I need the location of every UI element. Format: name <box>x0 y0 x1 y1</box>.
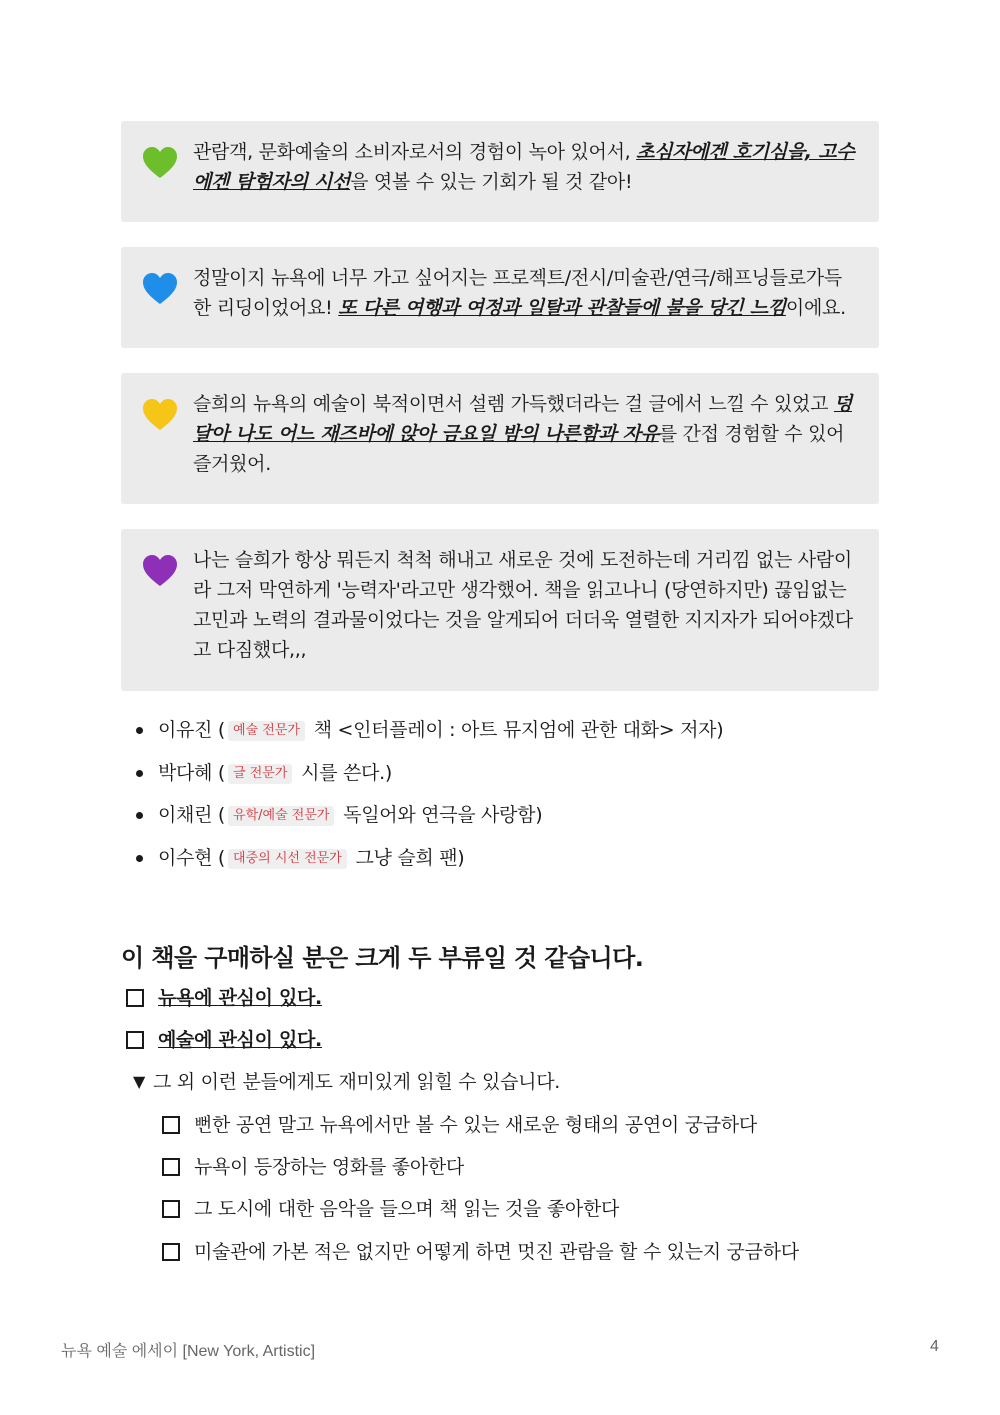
expert-tag: 예술 전문가 <box>228 721 305 741</box>
toggle-block[interactable] <box>133 1067 560 1097</box>
callout-text: 나는 슬희가 항상 뭐든지 척척 해내고 새로운 것에 도전하는데 거리낌 없는 사람이라 그저 막연하게 '능력자'라고만 생각했어. 책을 읽고나니 (당연하지만) 끊임없는 고민과 노력의 결과물이었다는 것을 알게되어 더더욱 열렬한 지지자가 되어야겠다고 다짐했다,,, <box>193 549 853 661</box>
callout-text: 슬희의 뉴욕의 예술이 북적이면서 설렘 가득했더라는 걸 글에서 느낄 수 있었고 <box>193 393 834 415</box>
checkbox[interactable] <box>162 1200 180 1218</box>
callout-text-end: 이에요. <box>785 297 846 319</box>
page-number: 4 <box>930 1338 939 1355</box>
callout-emphasis: 또 다른 여행과 여정과 일탈과 관찰들에 불을 당긴 느낌 <box>338 297 786 319</box>
callout-text: 관람객, 문화예술의 소비자로서의 경험이 녹아 있어서, <box>193 141 637 163</box>
yellow-heart-icon <box>143 399 177 431</box>
section-heading: 이 책을 구매하실 분은 크게 두 부류일 것 같습니다. <box>121 944 644 972</box>
list-item <box>136 713 723 756</box>
todo-item[interactable] <box>162 1152 464 1182</box>
todo-item[interactable] <box>162 1194 619 1224</box>
checkbox[interactable] <box>126 989 144 1007</box>
callout-text-end: 을 엿볼 수 있는 기회가 될 것 같아! <box>350 171 633 193</box>
callout-purple <box>121 529 879 691</box>
bullet-icon <box>136 812 143 819</box>
checkbox[interactable] <box>162 1116 180 1134</box>
person-name: 박다혜 ( <box>158 761 226 784</box>
todo-item[interactable] <box>162 1110 757 1140</box>
callout-text: 정말이지 뉴욕에 너무 가고 싶어지는 프로젝트/전시/미술관/연극/해프닝들로가득한 리딩이었어요! <box>193 267 842 319</box>
expert-tag: 대중의 시선 전문가 <box>228 849 347 869</box>
todo-label: 뉴욕이 등장하는 영화를 좋아한다 <box>194 1156 464 1178</box>
person-desc: 그냥 슬희 팬) <box>355 846 465 869</box>
footer-title: 뉴욕 예술 에세이 [New York, Artistic] <box>61 1343 316 1360</box>
todo-item[interactable] <box>162 1237 799 1267</box>
triangle-down-icon[interactable]: ▼ <box>133 1072 146 1091</box>
list-item <box>136 798 723 841</box>
toggle-label: 그 외 이런 분들에게도 재미있게 읽힐 수 있습니다. <box>153 1071 561 1093</box>
todo-label: 예술에 관심이 있다. <box>158 1029 322 1051</box>
green-heart-icon <box>143 147 177 179</box>
callout-blue <box>121 247 879 348</box>
callout-emphasis: 초심자에겐 호기심을, 고수에겐 탐험자의 시선 <box>193 141 855 193</box>
list-item <box>136 841 723 884</box>
bullet-icon <box>136 770 143 777</box>
checkbox[interactable] <box>126 1031 144 1049</box>
todo-item[interactable] <box>126 983 322 1013</box>
expert-tag: 유학/예술 전문가 <box>228 806 334 826</box>
list-item <box>136 756 723 799</box>
callout-text-end: 를 간접 경험할 수 있어 즐거웠어. <box>193 423 845 475</box>
person-desc: 시를 쓴다.) <box>301 761 392 784</box>
person-desc: 책 <인터플레이 : 아트 뮤지엄에 관한 대화> 저자) <box>313 719 724 741</box>
todo-label: 미술관에 가본 적은 없지만 어떻게 하면 멋진 관람을 할 수 있는지 궁금하다 <box>194 1241 799 1263</box>
person-desc: 독일어와 연극을 사랑함) <box>343 804 543 826</box>
todo-label: 뉴욕에 관심이 있다. <box>158 987 322 1009</box>
callout-emphasis: 덩달아 나도 어느 재즈바에 앉아 금요일 밤의 나른함과 자유 <box>193 393 852 445</box>
contributors-list <box>136 713 723 883</box>
todo-label: 뻔한 공연 말고 뉴욕에서만 볼 수 있는 새로운 형태의 공연이 궁금하다 <box>194 1114 757 1136</box>
bullet-icon <box>136 727 143 734</box>
person-name: 이유진 ( <box>158 719 226 741</box>
callout-yellow <box>121 373 879 504</box>
checkbox[interactable] <box>162 1158 180 1176</box>
callout-green <box>121 121 879 222</box>
bullet-icon <box>136 855 143 862</box>
purple-heart-icon <box>143 555 177 587</box>
blue-heart-icon <box>143 273 177 305</box>
person-name: 이수현 ( <box>158 846 226 869</box>
checkbox[interactable] <box>162 1243 180 1261</box>
person-name: 이채린 ( <box>158 804 226 826</box>
todo-label: 그 도시에 대한 음악을 들으며 책 읽는 것을 좋아한다 <box>194 1198 620 1220</box>
expert-tag: 글 전문가 <box>228 764 292 784</box>
todo-item[interactable] <box>126 1025 322 1055</box>
